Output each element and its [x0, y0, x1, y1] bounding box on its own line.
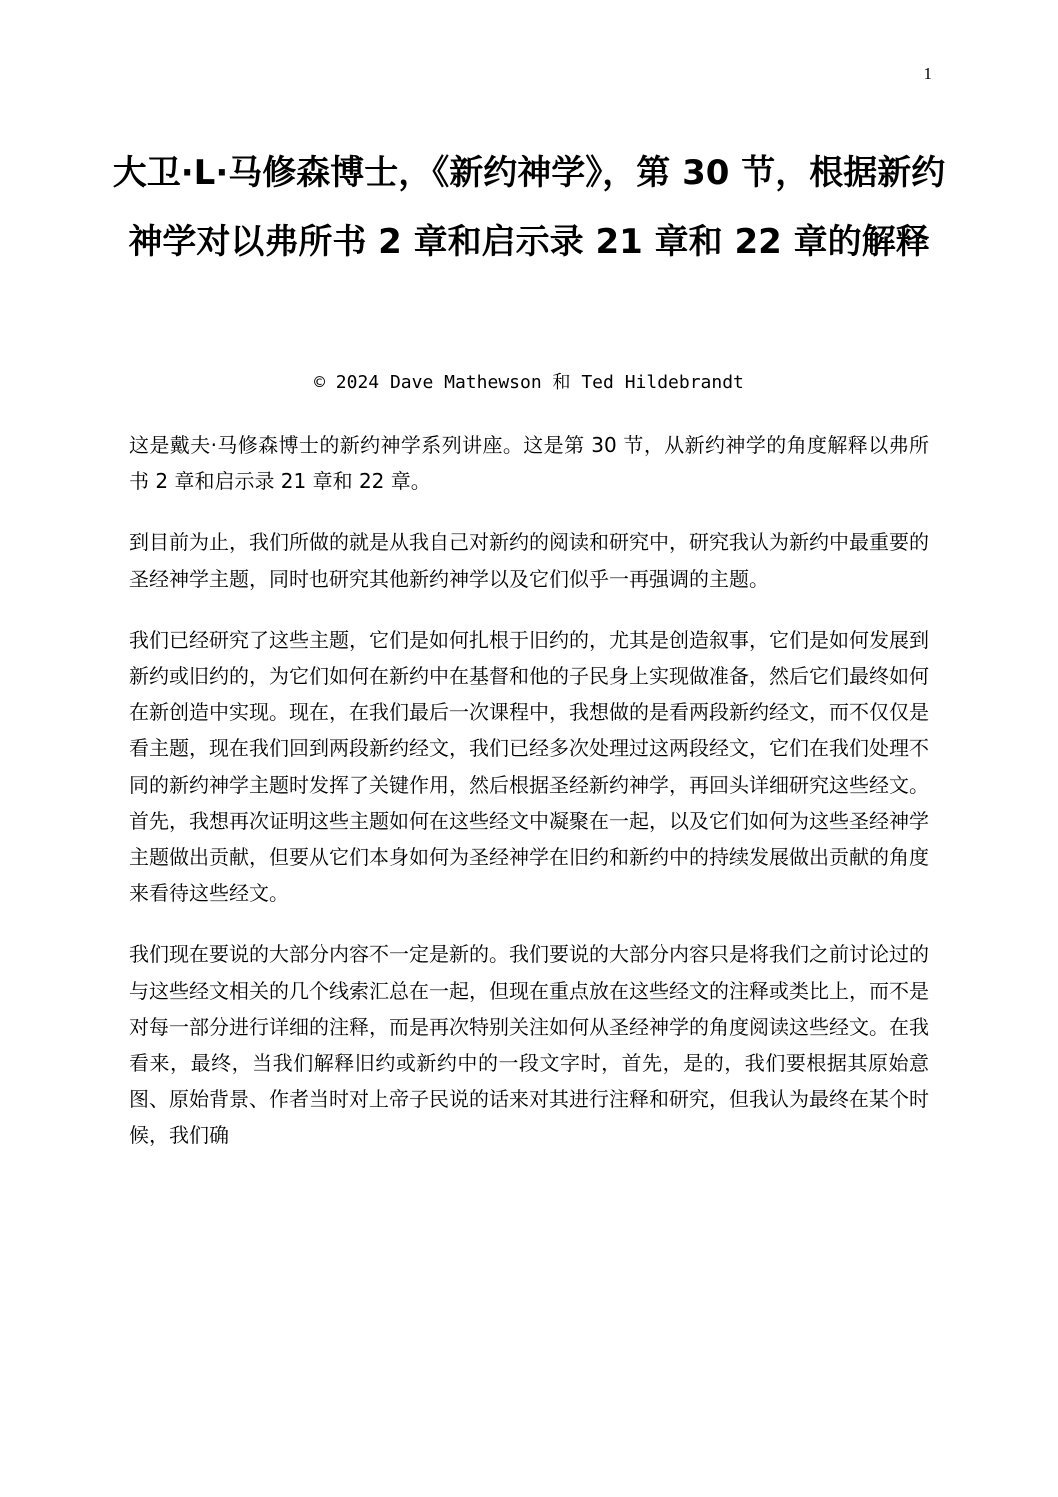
document-title: 大卫·L·马修森博士，《新约神学》，第 30 节，根据新约神学对以弗所书 2 章和启示录 21 章和 22 章的解释 — [112, 153, 946, 262]
paragraph: 这是戴夫·马修森博士的新约神学系列讲座。这是第 30 节，从新约神学的角度解释以弗所书 2 章和启示录 21 章和 22 章。 — [129, 433, 929, 494]
paragraph: 我们已经研究了这些主题，它们是如何扎根于旧约的，尤其是创造叙事，它们是如何发展到新约或旧约的，为它们如何在新约中在基督和他的子民身上实现做准备，然后它们最终如何在新创造中实现。现在，在我们最后一次课程中，我想做的是看两段新约经文，而不仅仅是看主题，现在我们回到两段新约经文，我们已经多次处理过这两段经文，它们在我们处理不同的新约神学主题时发挥了关键作用，然后根据圣经新约神学，再回头详细研究这些经文。首先，我想再次证明这些主题如何在这些经文中凝聚在一起，以及它们如何为这些圣经神学主题做出贡献，但要从它们本身如何为圣经神学在旧约和新约中的持续发展做出贡献的角度来看待这些经文。 — [129, 627, 929, 906]
paragraph: 到目前为止，我们所做的就是从我自己对新约的阅读和研究中，研究我认为新约中最重要的圣经神学主题，同时也研究其他新约神学以及它们似乎一再强调的主题。 — [129, 530, 929, 591]
copyright-line: © 2024 Dave Mathewson 和 Ted Hildebrandt — [314, 372, 744, 393]
paragraph: 我们现在要说的大部分内容不一定是新的。我们要说的大部分内容只是将我们之前讨论过的与这些经文相关的几个线索汇总在一起，但现在重点放在这些经文的注释或类比上，而不是对每一部分进行详细的注释，而是再次特别关注如何从圣经神学的角度阅读这些经文。在我看来，最终，当我们解释旧约或新约中的一段文字时，首先，是的，我们要根据其原始意图、原始背景、作者当时对上帝子民说的话来对其进行注释和研究，但我认为最终在某个时候，我们确 — [129, 942, 929, 1148]
body-text — [129, 427, 929, 1179]
page-number: 1 — [923, 64, 932, 83]
